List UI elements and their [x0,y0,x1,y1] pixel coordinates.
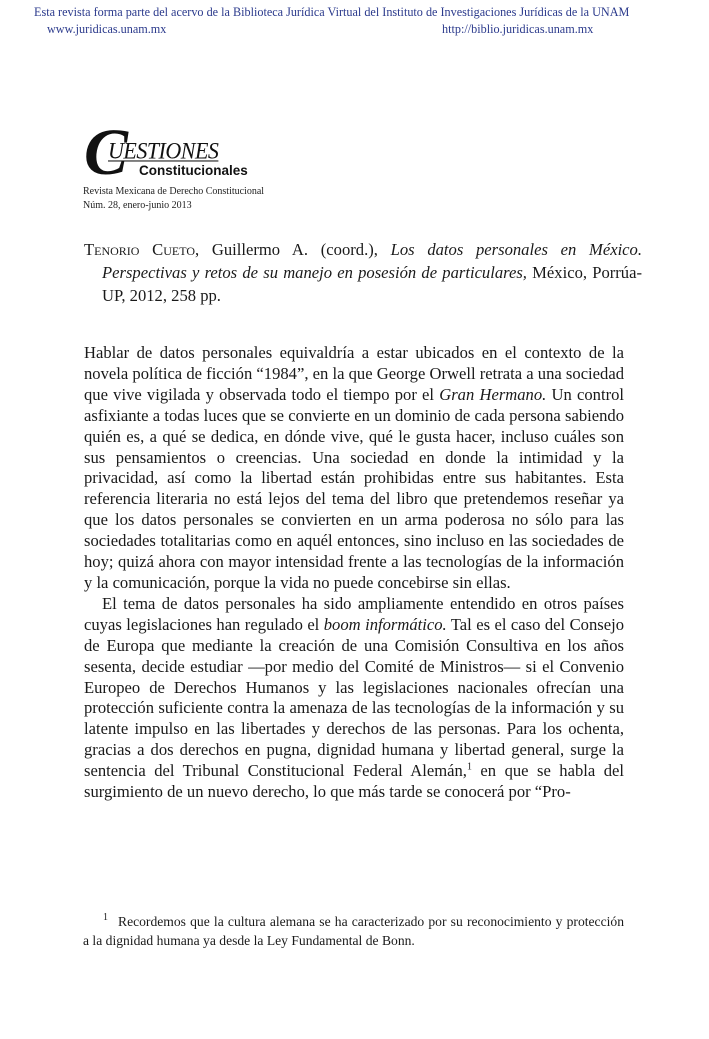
header-link-biblio[interactable]: http://biblio.juridicas.unam.mx [442,22,594,36]
logo-word [108,139,218,162]
book-citation [84,238,642,307]
logo-subtitle: Constitucionales [139,163,248,178]
logo-letter: C [84,116,129,189]
logo-word-text: UESTIONES [108,137,219,164]
paragraph-2-part-b: Tal es el caso del Consejo de Europa que mediante la creación de una Comisión Consultiva en los años sesenta, decide estudiar —por medio del Comité de Ministros— si el Convenio Europeo de Derechos Humanos y las legislaciones nacionales ofrecían una protección suficiente contra la amenaza de las tecnologías de la información y su latente impulso en las libertades y derechos de las personas. Para los ochenta, gracias a dos derechos en pugna, dignidad humana y libertad general, surge la sentencia del Tribunal Constitucional Federal Alemán, [84,614,624,781]
footnote: 1 Recordemos que la cultura alemana se ha caracterizado por su reconocimiento y protección a la dignidad humana ya desde la Ley Fundamental de Bonn. [83,912,624,948]
paragraph-1-part-a: Hablar de datos personales equivaldría a estar ubicados en el contexto de la novela política de ficción “1984”, en la que George Orwell retrata a una sociedad que vive vigilada y observada todo el tiempo por el [84,343,624,404]
header-notice: Esta revista forma parte del acervo de la Biblioteca Jurídica Virtual del Instituto de Investigaciones Jurídicas de la UNAM [34,5,630,19]
journal-logo [84,116,284,189]
footnote-text: Recordemos que la cultura alemana se ha caracterizado por su reconocimiento y protección a la dignidad humana ya desde la Ley Fundamental de Bonn. [83,914,624,948]
citation-author: Tenorio Cueto [84,240,196,259]
review-body [84,343,624,803]
journal-name: Revista Mexicana de Derecho Constitucional [83,186,265,197]
header-link-juridicas[interactable]: www.juridicas.unam.mx [47,22,167,36]
footnote-reference[interactable]: 1 [466,761,472,773]
paragraph-2-emphasis: boom informático. [323,614,447,634]
paragraph-2 [84,594,624,803]
citation-title: Los datos personales en México. Perspectivas y retos de su manejo en posesión de particulares, [102,240,642,282]
paragraph-2-part-a: El tema de datos personales ha sido ampliamente entendido en otros países cuyas legislaciones han regulado el [84,593,624,634]
journal-issue: Núm. 28, enero-junio 2013 [83,200,192,211]
citation-editor: , Guillermo A. (coord.), [195,240,391,259]
paragraph-1-emphasis: Gran Hermano. [439,384,547,404]
citation-publisher: México, Porrúa-UP, 2012, 258 pp. [102,263,642,305]
journal-info [83,185,264,213]
paragraph-2-part-c: en que se habla del surgimiento de un nuevo derecho, lo que más tarde se conocerá por “Pro- [84,761,624,802]
paragraph-1 [84,343,624,594]
paragraph-1-part-b: Un control asfixiante a todas luces que se convierte en un dominio de cada persona sabiendo quién es, a qué se dedica, en dónde vive, qué le gusta hacer, incluso cuáles son sus pensamientos o creencias. Una sociedad en donde la intimidad y la privacidad, así como la libertad están prohibidas entre sus habitantes. Esta referencia literaria no está lejos del tema del libro que pretendemos reseñar ya que los datos personales se convierten en un arma poderosa no sólo para las sociedades totalitarias como en aquél entonces, sino incluso en las sociedades de hoy; quizá ahora con mayor intensidad frente a las tecnologías de la información y la comunicación, porque la vida no puede concebirse sin ellas. [84,384,625,592]
